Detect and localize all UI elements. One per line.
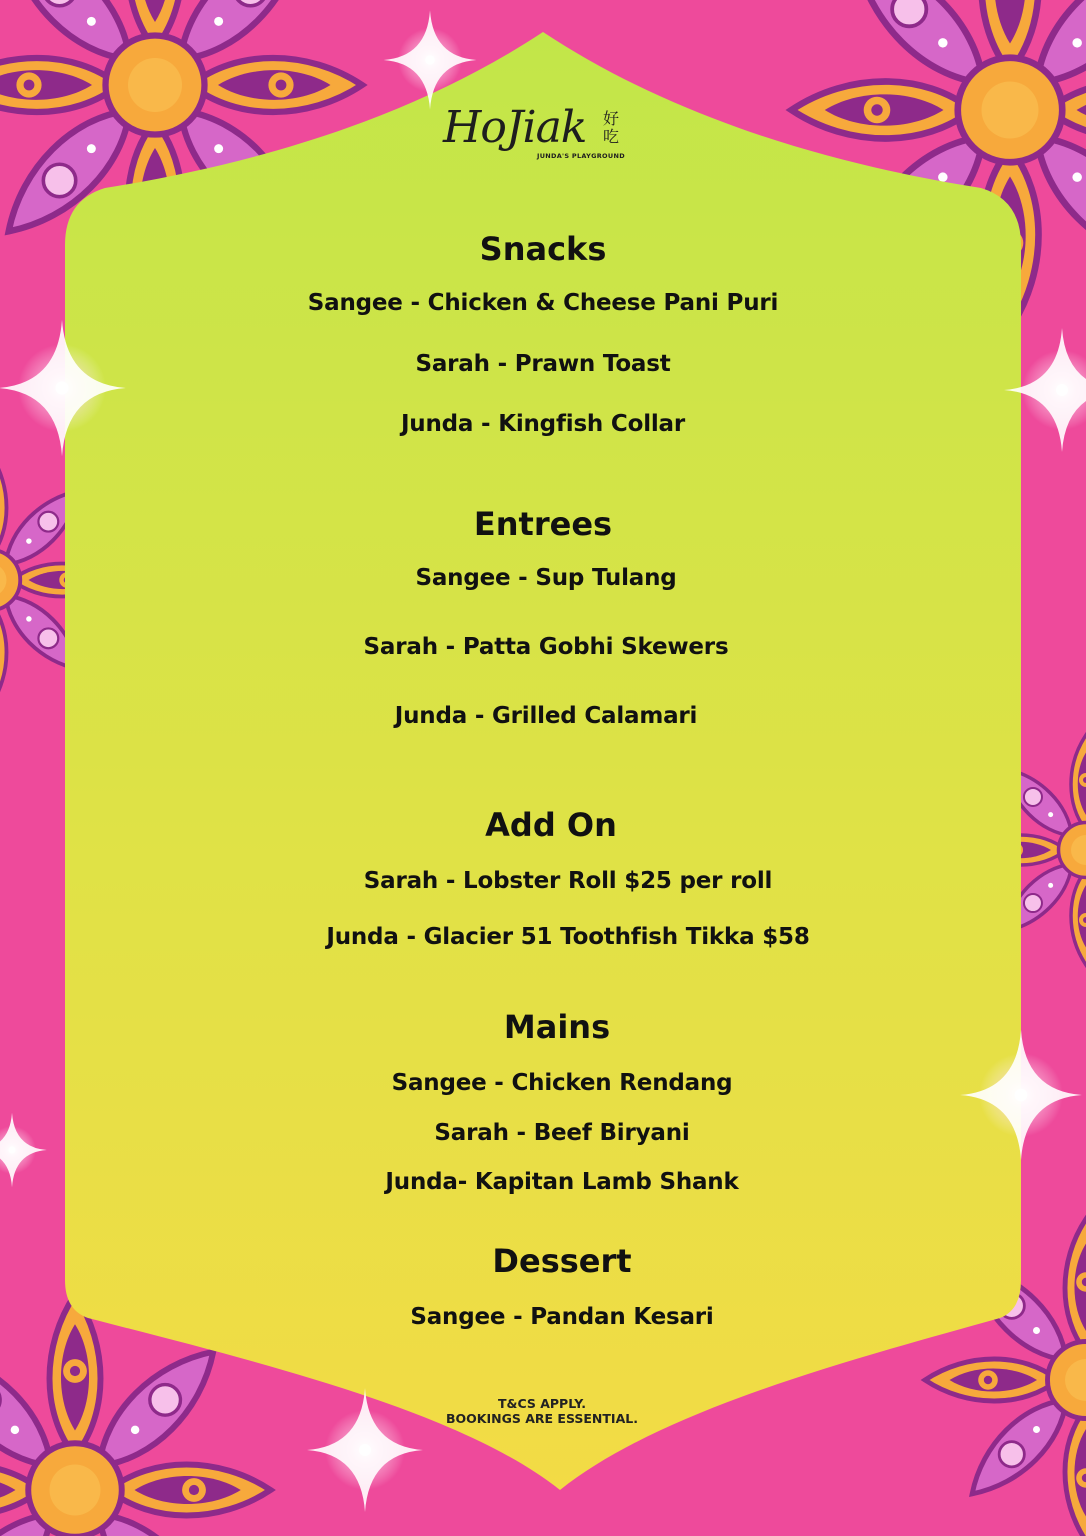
section-title-snacks: Snacks (479, 230, 607, 268)
terms-footer (342, 1396, 742, 1426)
section-title-mains: Mains (503, 1008, 611, 1046)
logo-chinese-characters: 好吃 (602, 109, 619, 146)
terms-line: T&CS APPLY. (498, 1396, 586, 1411)
menu-item: Junda - Glacier 51 Toothfish Tikka $58 (326, 924, 810, 950)
menu-item: Sangee - Chicken & Cheese Pani Puri (307, 290, 779, 316)
menu-item: Sangee - Chicken Rendang (391, 1070, 733, 1096)
menu-item: Junda- Kapitan Lamb Shank (385, 1169, 739, 1195)
menu-item: Sangee - Pandan Kesari (410, 1304, 714, 1330)
menu-item: Junda - Grilled Calamari (394, 703, 698, 729)
menu-item: Sarah - Lobster Roll $25 per roll (363, 868, 773, 894)
menu-item: Sarah - Beef Biryani (434, 1120, 690, 1146)
menu-item: Sangee - Sup Tulang (415, 565, 677, 591)
menu-item: Sarah - Patta Gobhi Skewers (363, 634, 729, 660)
logo-wordmark: HoJiak (443, 102, 587, 153)
menu-item: Junda - Kingfish Collar (400, 411, 686, 437)
logo-tagline: JUNDA'S PLAYGROUND (537, 152, 625, 160)
menu-item: Sarah - Prawn Toast (415, 351, 671, 377)
section-title-entrees: Entrees (473, 505, 613, 543)
section-title-dessert: Dessert (492, 1242, 632, 1280)
hojiak-logo (443, 102, 633, 172)
section-title-add-on: Add On (485, 806, 617, 844)
bookings-line: BOOKINGS ARE ESSENTIAL. (446, 1411, 638, 1426)
